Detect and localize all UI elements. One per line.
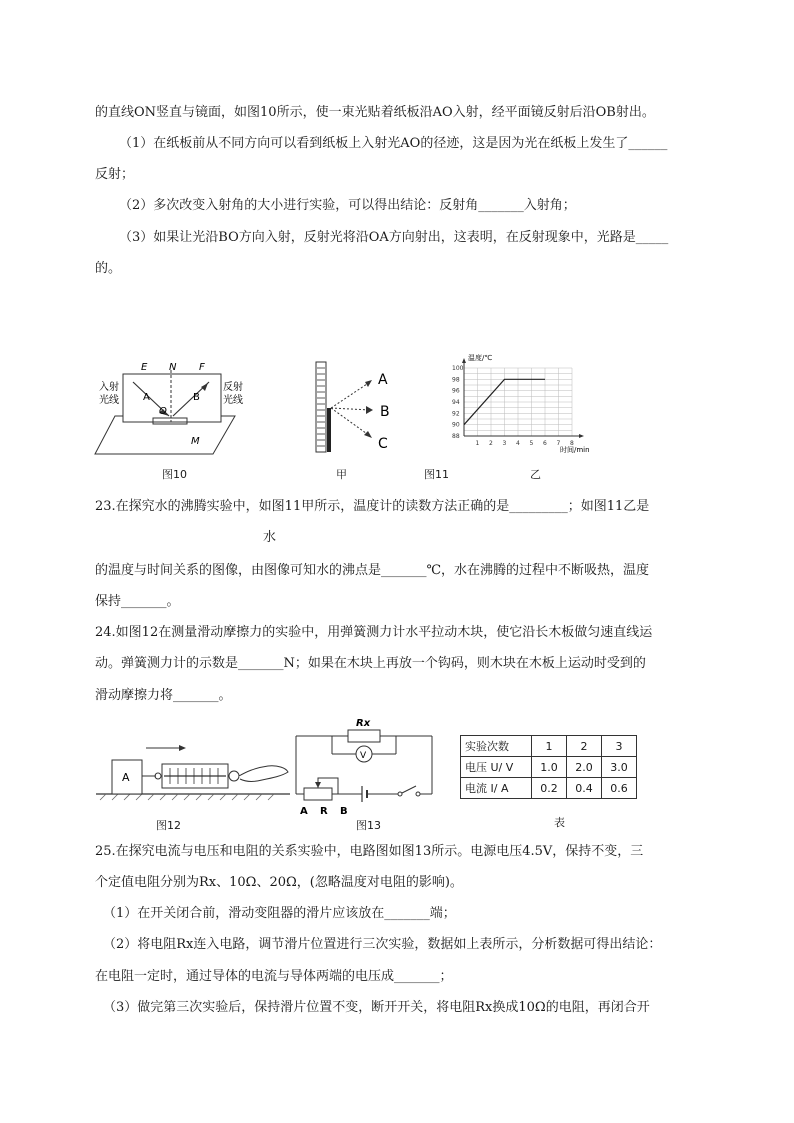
fig10-caption: 图10 [162, 468, 187, 481]
arrow-b [366, 406, 373, 414]
data-table [460, 735, 637, 799]
q24-line3: 滑动摩擦力将_______。 [95, 688, 232, 703]
board-hatching [100, 794, 274, 800]
label-c: C [378, 436, 388, 452]
label-a: A [378, 372, 388, 388]
chart-y-axis-label: 温度/℃ [468, 354, 493, 362]
chart-x-tick-label: 7 [556, 440, 561, 447]
q24-line2: 动。弹簧测力计的示数是_______N；如果在木块上再放一个钩码，则木块在木板上运动时受到的 [95, 656, 646, 671]
terminal-b: B [340, 806, 348, 817]
chart-x-tick-label: 8 [570, 440, 574, 447]
sight-line-c [331, 408, 370, 436]
table-header-cell: 实验次数 [461, 736, 532, 757]
chart-y-tick-label: 92 [452, 410, 460, 418]
pull-ring [229, 771, 239, 781]
label-a: A [143, 392, 150, 403]
chart-y-tick-label: 96 [452, 387, 460, 395]
q22-part1-line2: 反射； [95, 167, 135, 182]
figure-11-yi-chart [436, 348, 590, 458]
chart-y-tick-label: 98 [452, 376, 460, 384]
voltmeter-label: V [360, 751, 367, 761]
terminal-r: R [320, 806, 328, 817]
table-cell: 电压 U/ V [461, 757, 532, 778]
table-cell: 0.6 [602, 778, 637, 799]
figure-12 [96, 738, 290, 804]
incident-label-1: 入射 [99, 382, 119, 393]
thermometer-tube [316, 362, 326, 452]
label-n: N [169, 362, 177, 373]
q23-water: 水 [263, 530, 277, 545]
table-row [461, 778, 637, 799]
rheostat [304, 788, 332, 800]
table-header-cell: 2 [567, 736, 602, 757]
q25-part1: （1）在开关闭合前，滑动变阻器的滑片应该放在_______端； [103, 906, 456, 921]
q23-line3: 保持_______。 [95, 594, 180, 609]
thermometer-scale [317, 368, 325, 446]
direction-arrowhead [179, 745, 186, 751]
sight-line-b [331, 408, 370, 410]
figure-11-jia [310, 360, 400, 455]
liquid-column [327, 408, 331, 452]
chart-y-tick-label: 90 [452, 421, 460, 429]
switch-pivot [398, 792, 402, 796]
chart-x-tick-label: 3 [502, 440, 507, 447]
label-b: B [380, 404, 390, 420]
table-cell: 0.2 [532, 778, 567, 799]
switch [402, 786, 416, 793]
label-e: E [141, 362, 148, 373]
q25-part2-line2: 在电阻一定时，通过导体的电流与导体两端的电压成_______； [95, 969, 453, 984]
table-header-row [461, 736, 637, 757]
q24-line1: 24.如图12在测量滑动摩擦力的实验中，用弹簧测力计水平拉动木块，使它沿长木板做匀速直线运 [95, 625, 653, 640]
chart-x-tick-label: 5 [529, 440, 534, 447]
switch-contact [416, 792, 420, 796]
fig12-caption: 图12 [156, 819, 181, 832]
q25-line1: 25.在探究电流与电压和电阻的关系实验中，电路图如图13所示。电源电压4.5V，保持不变，三 [95, 844, 644, 859]
hand [239, 766, 288, 782]
q22-part1-line1: （1）在纸板前从不同方向可以看到纸板上入射光AO的径迹，这是因为光在纸板上发生了______ [119, 136, 668, 151]
label-m: M [191, 436, 200, 447]
reflected-label-2: 光线 [223, 395, 243, 406]
q23-line2: 的温度与时间关系的图像，由图像可知水的沸点是_______℃，水在沸腾的过程中不断吸热，温度 [95, 563, 650, 578]
q22-part2: （2）多次改变入射角的大小进行实验，可以得出结论：反射角_______入射角； [119, 198, 576, 213]
chart-y-tick-label: 88 [452, 433, 460, 440]
fig11-caption: 图11 [424, 468, 449, 481]
slider-tip [315, 782, 321, 788]
table-cell: 1.0 [532, 757, 567, 778]
chart-x-axis-label: 时间/min [560, 446, 590, 454]
chart-x-tick-label: 4 [516, 440, 520, 447]
q25-line2: 个定值电阻分别为Rx、10Ω、20Ω，(忽略温度对电阻的影响)。 [95, 875, 463, 890]
chart-x-tick-label: 1 [475, 440, 480, 447]
incident-label-2: 光线 [99, 395, 119, 406]
chart-x-tick-label: 6 [543, 440, 547, 447]
chart-x-axis-arrow [579, 434, 584, 438]
fig11-jia-caption: 甲 [336, 468, 347, 481]
q25-part2-line1: （2）将电阻Rx连入电路，调节滑片位置进行三次实验，数据如上表所示，分析数据可得出结论： [103, 937, 662, 952]
arrow-a [365, 380, 372, 387]
chart-y-tick-label: 94 [452, 399, 460, 406]
chart-y-axis-arrow [462, 358, 466, 363]
table-cell: 0.4 [567, 778, 602, 799]
figure-10 [95, 360, 255, 456]
reflected-label-1: 反射 [223, 382, 243, 393]
terminal-a: A [300, 806, 308, 817]
q22-intro: 的直线ON竖直与镜面，如图10所示，使一束光贴着纸板沿AO入射，经平面镜反射后沿OB射出。 [95, 105, 655, 120]
table-cell: 3.0 [602, 757, 637, 778]
fig11-yi-caption: 乙 [530, 468, 541, 481]
table-cell: 电流 I/ A [461, 778, 532, 799]
table-header-cell: 1 [532, 736, 567, 757]
figure-13 [292, 714, 436, 818]
chart-y-tick-label: 100 [452, 365, 464, 372]
label-b: B [193, 392, 200, 403]
table-header-cell: 3 [602, 736, 637, 757]
q23-line1: 23.在探究水的沸腾实验中，如图11甲所示，温度计的读数方法正确的是_________；如图11乙是 [95, 499, 650, 514]
table-row [461, 757, 637, 778]
q22-part3-line2: 的。 [95, 261, 122, 276]
label-f: F [199, 362, 205, 373]
resistor-rx [348, 730, 380, 742]
table-cell: 2.0 [567, 757, 602, 778]
paper-board [123, 374, 221, 422]
fig13-caption: 图13 [356, 819, 381, 832]
label-o: O [159, 406, 167, 417]
sight-line-a [331, 382, 370, 408]
q22-part3-line1: （3）如果让光沿BO方向入射，反射光将沿OA方向射出，这表明，在反射现象中，光路是_____ [119, 230, 669, 245]
q25-part3: （3）做完第三次实验后，保持滑片位置不变，断开开关，将电阻Rx换成10Ω的电阻，再闭合开 [103, 1000, 650, 1015]
block-label: A [122, 771, 130, 784]
chart-x-tick-label: 2 [489, 440, 493, 447]
table-caption: 表 [554, 816, 565, 829]
rx-label: Rx [356, 718, 371, 729]
